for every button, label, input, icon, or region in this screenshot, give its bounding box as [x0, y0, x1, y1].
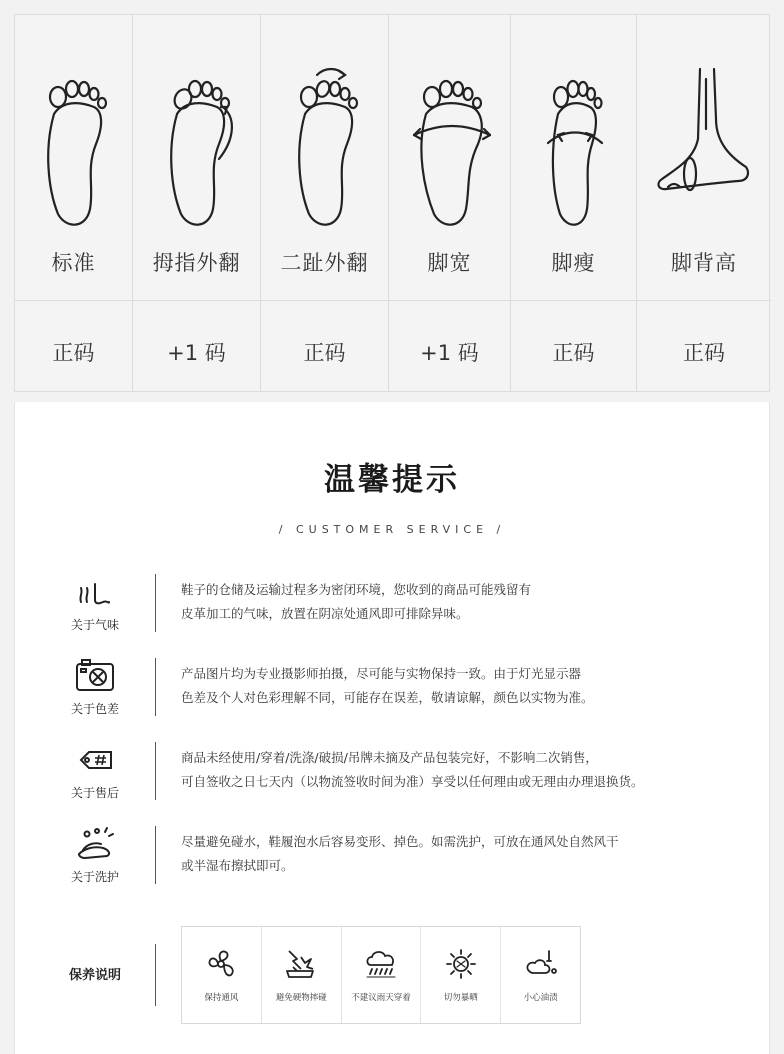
foot-type-label: 标准: [51, 251, 96, 275]
care-item-label: 小心油渍: [523, 993, 558, 1003]
tip-label: 关于气味: [70, 618, 119, 632]
tip-text-line: 尽量避免碰水，鞋履泡水后容易变形、掉色。如需洗护，可放在通风处自然风干: [181, 834, 619, 849]
camera-icon: [73, 656, 117, 696]
tip-text-line: 可自签收之日七天内（以物流签收时间为准）享受以任何理由或无理由办理退换货。: [181, 774, 644, 789]
tip-row-smell: [55, 572, 755, 638]
narrow-foot-icon: [524, 59, 624, 229]
fit-label: +1 码: [167, 341, 226, 365]
tips-title: 温馨提示: [324, 462, 460, 498]
foot-type-label: 脚背高: [671, 251, 737, 275]
size-column-wide: [389, 15, 511, 391]
care-item-label: 避免硬物摔碰: [275, 993, 327, 1003]
fit-label: 正码: [552, 341, 595, 365]
size-column-high-instep: [637, 15, 771, 391]
avoid-impact-icon: [283, 947, 319, 981]
divider: [155, 826, 156, 884]
size-column-second-toe-valgus: [261, 15, 389, 391]
care-item-sun: [421, 927, 501, 1023]
care-instructions: [55, 926, 755, 1026]
care-item-ventilation: [182, 927, 262, 1023]
sun-icon: [443, 947, 479, 981]
size-column-narrow: [511, 15, 637, 391]
tip-text-line: 商品未经使用/穿着/洗涤/破损/吊牌未摘及产品包装完好，不影响二次销售，: [181, 750, 598, 765]
tips-card: [14, 402, 770, 1054]
care-item-avoid-impact: [262, 927, 342, 1023]
size-column-standard: [15, 15, 133, 391]
wide-foot-icon: [400, 59, 500, 229]
fit-label: 正码: [52, 341, 95, 365]
hand-wash-icon: [73, 824, 117, 864]
tip-text-line: 色差及个人对色彩理解不同，可能存在误差，敬请谅解，颜色以实物为准。: [181, 690, 594, 705]
care-item-label: 不建议雨天穿着: [351, 993, 411, 1003]
care-icon-grid: [181, 926, 581, 1024]
size-column-big-toe-valgus: [133, 15, 261, 391]
fit-label: 正码: [683, 341, 725, 365]
second-toe-valgus-foot-icon: [275, 59, 375, 229]
foot-type-label: 二趾外翻: [280, 251, 369, 275]
tip-text-line: 鞋子的仓储及运输过程多为密闭环境，您收到的商品可能残留有: [181, 582, 532, 597]
care-item-oil: [501, 927, 580, 1023]
rain-icon: [363, 947, 399, 981]
smell-icon: [73, 572, 117, 612]
tip-label: 关于洗护: [70, 870, 119, 884]
standard-foot-icon: [24, 59, 124, 229]
fit-label: +1 码: [420, 341, 479, 365]
tip-label: 关于色差: [70, 702, 119, 716]
tip-text-line: 产品图片均为专业摄影师拍摄，尽可能与实物保持一致。由于灯光显示器: [181, 666, 582, 681]
tag-icon: [73, 740, 117, 780]
high-instep-foot-icon: [654, 59, 754, 229]
divider: [155, 944, 156, 1006]
divider: [155, 658, 156, 716]
oil-stain-icon: [523, 947, 559, 981]
big-toe-valgus-foot-icon: [147, 59, 247, 229]
ventilation-icon: [203, 947, 239, 981]
tip-row-washing: [55, 824, 755, 890]
divider: [155, 742, 156, 800]
tip-row-color: [55, 656, 755, 722]
tips-subtitle: / CUSTOMER SERVICE /: [278, 523, 506, 536]
divider: [155, 574, 156, 632]
fit-label: 正码: [303, 341, 346, 365]
tip-label: 关于售后: [70, 786, 119, 800]
care-item-label: 切勿暴晒: [443, 993, 478, 1003]
foot-type-label: 拇指外翻: [152, 251, 241, 275]
care-item-rain: [342, 927, 422, 1023]
care-item-label: 保持通风: [204, 993, 239, 1003]
tip-text-line: 皮革加工的气味，放置在阴凉处通风即可排除异味。: [181, 606, 469, 621]
tip-text-line: 或半湿布擦拭即可。: [181, 858, 294, 873]
foot-size-table: [14, 14, 770, 392]
care-label: 保养说明: [68, 968, 121, 983]
foot-type-label: 脚瘦: [551, 251, 596, 275]
foot-type-label: 脚宽: [427, 251, 472, 275]
tip-row-after-sales: [55, 740, 755, 806]
